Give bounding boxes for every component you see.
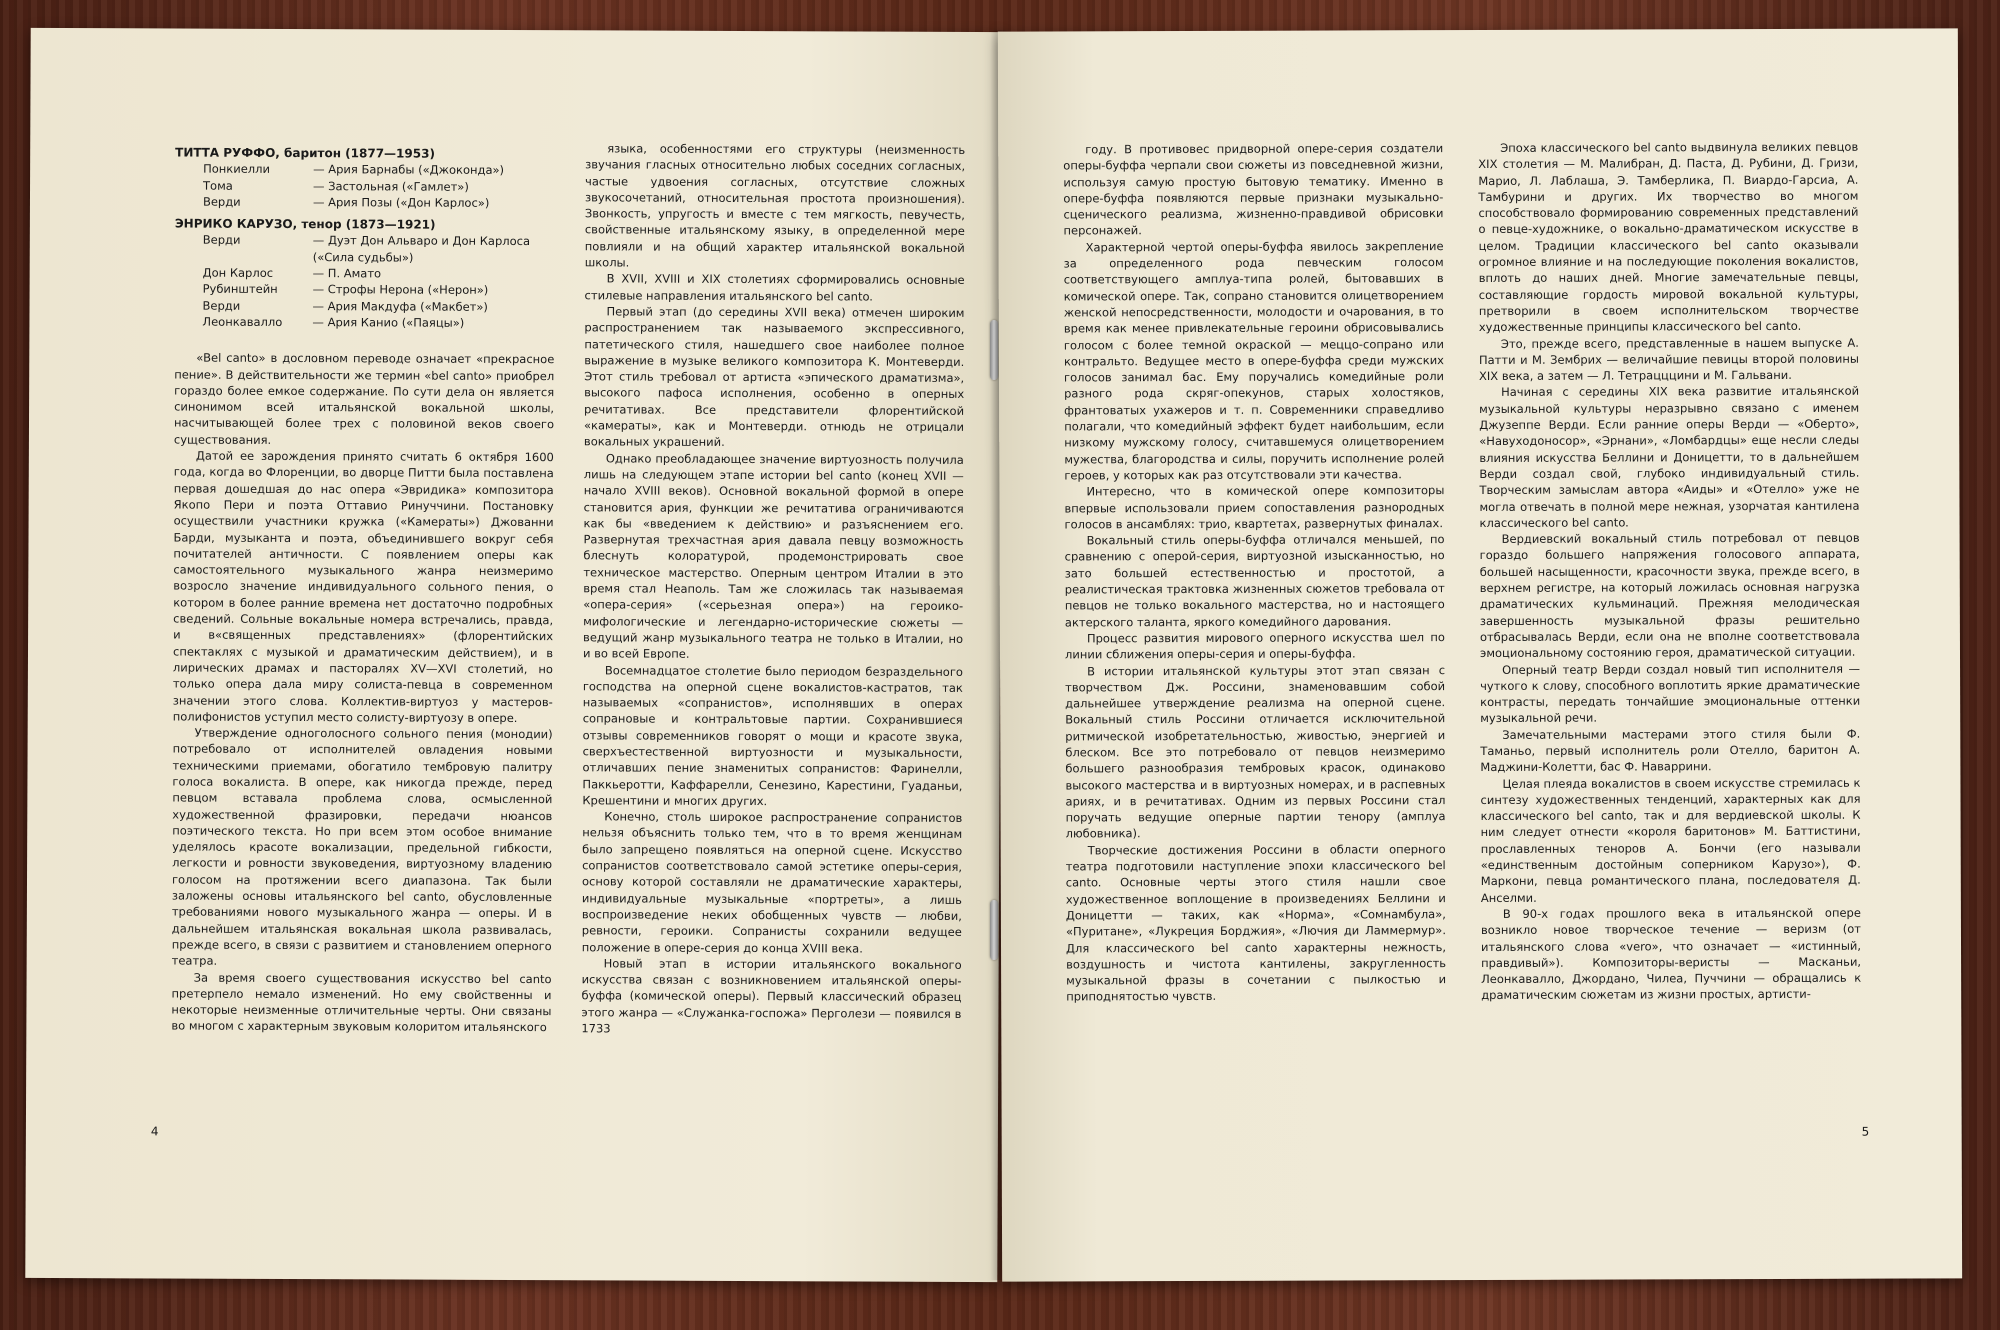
right-column-2 [1478,139,1861,1004]
repertoire-composer: Верди [202,194,241,209]
repertoire-row [175,177,555,195]
right-column-1 [1063,140,1446,1005]
paragraph: Однако преобладающее значение виртуозность получила лишь на следующем этапе истории bel canto (конец XVII — начало XVIII веков). Основной вокальной формой в опере становится ария, функции же речитатива ограничиваются как бы «введением к действию» и разъяснением его. Развернутая трехчастная ария давала певцу возможность блеснуть колоратурой, продемонстрировать свое техническое мастерство. Оперным центром Италии в это время стал Неаполь. Там же сложилась так называемая «опера-серия» («серьезная опера») на героико-мифологические и легендарно-исторические сюжеты — ведущий жанр музыкального театра не только в Италии, но и во всей Европе. [582,451,964,661]
paragraph: Целая плеяда вокалистов в своем искусстве стремилась к синтезу художественных тенденций, характерных как для классического bel canto, так и для вердиевской школы. К ним следует отнести «короля баритонов» М. Баттистини, прославленных теноров А. Бончи (его называли «единственным достойным соперником Карузо»), Ф. Маркони, певца романтического плана, последователя Д. Анселми. [1480,775,1861,905]
paragraph: Характерной чертой оперы-буффа явилось закрепление за определенного рода певческим голосом соответствующего амплуа-типа ролей, бытовавших в комической опере. Так, сопрано становится олицетворением женской непосредственности, молодости и очарования, в то время как менее привлекательные героини обрисовывались голосом с более темной окраской — меццо-сопрано или контральто. Ведущее место в опере-буффа среди мужских голосов занимал бас. Ему поручались комедийные роли разного рода скряг-опекунов, старых холостяков, франтоватых ухажеров и т. п. Современники справедливо полагали, что комедийный эффект будет наибольшим, если низкому мужскому голосу, считавшемуся олицетворением мужества, благородства и силы, поручить исполнение ролей героев, у которых как раз отсутствовали эти качества. [1063,238,1445,483]
paragraph: Вердиевский вокальный стиль потребовал от певцов гораздо большего напряжения голосового аппарата, большей насыщенности, красочности звука, прежде всего, в верхнем регистре, на который ложилась основная нагрузка драматических кульминаций. Прежняя мелодическая завершенность музыкальной фразы решительно отбрасывалась Верди, если она не вполне соответствовала эмоциональному состоянию героя, драматической ситуации. [1479,530,1860,661]
repertoire-row [175,232,555,266]
paragraph: Это, прежде всего, представленные в нашем выпуске А. Патти и М. Зембрих — величайшие певицы второй половины XIX века, а затем — Л. Тетрацццини и М. Гальвани. [1478,335,1859,384]
repertoire-header [174,145,555,332]
paragraph: языка, особенностями его структуры (неизменность звучания гласных относительно любых соседних согласных, частые удвоения согласных, отсутствие сложных звукосочетаний, относительная простота произношения). Звонкость, упругость и вместе с тем мягкость, певучесть, свойственные итальянскому языку, в определенной мере повлияли и на общий характер итальянской вокальной школы. [584,141,966,270]
singer-title: ТИТТА РУФФО, баритон (1877—1953) [175,145,435,161]
left-page [25,28,1002,1282]
paragraph: В истории итальянской культуры этот этап связан с творчеством Дж. Россини, знаменовавшим собой дальнейшее утверждение реализма на оперной сцене. Вокальный стиль Россини отличается исключительной ритмической изобретательностью, живостью, энергией и блеском. Все это потребовало от певцов неизмеримо большего разнообразия тембровых красок, одинаково высокого мастерства и в виртуозных номерах, и в распевных ариях, и в речитативах. Одним из первых Россини стал поручать ведущие оперные партии тенору (амплуа любовника). [1065,662,1446,841]
paragraph: Утверждение одноголосного сольного пения (монодии) потребовало от исполнителей овладения новыми техническими приемами, обогатило тембровую палитру голоса вокалиста. В опере, как никогда прежде, перед певцом вставала проблема слова, осмысленной художественной фразировки, передачи нюансов поэтического текста. Но при всем этом особое внимание уделялось красоте вокализации, предельной гибкости, легкости и ровности звуковедения, виртуозному владению голосом на протяжении всего диапазона. Так были заложены основы итальянского bel canto, обусловленные требованиями нового музыкального жанра — оперы. И в дальнейшем итальянская вокальная школа развивалась, прежде всего, в связи с развитием и становлением оперного театра. [171,725,553,968]
repertoire-aria: — Дуэт Дон Альваро и Дон Карлоса («Сила судьбы») [312,233,531,265]
left-column-1 [171,139,555,1036]
staple-bottom [990,900,998,960]
singer-title: ЭНРИКО КАРУЗО, тенор (1873—1921) [174,216,436,232]
repertoire-aria: — Ария Позы («Дон Карлос») [312,195,490,210]
repertoire-aria: — Строфы Нерона («Нерон») [312,282,489,298]
repertoire-composer: Верди [202,233,241,248]
paragraph: Первый этап (до середины XVII века) отмечен широким распространением так называемого экспрессивного, патетического стиля, нашедшего свое наиболее полное выражение в музыке великого композитора К. Монтеверди. Этот стиль требовал от артиста «эпического драматизма», высокого пафоса исполнения, особенно в оперных речитативах. Все представители флорентийской «камераты», как и Монтеверди. отнюдь не отрицали вокальных украшений. [583,304,965,450]
paragraph: Процесс развития мирового оперного искусства шел по линии сближения оперы-серия и оперы-буффа. [1064,630,1445,662]
paragraph: В XVII, XVIII и XIX столетиях сформировались основные стилевые направления итальянского bel canto. [584,271,965,304]
repertoire-aria: — Ария Канио («Паяцы») [312,315,465,330]
repertoire-aria: — Ария Барнабы («Джоконда») [313,162,505,178]
staple-top [990,320,998,380]
paragraph: Начиная с середины XIX века развитие итальянской музыкальной культуры неразрывно связано с именем Джузеппе Верди. Если ранние оперы Верди — «Оберто», «Навуходоносор», «Эрнани», «Ломбардцы» еще несли следы влияния искусства Беллини и Доницетти, то в дальнейшем Верди создал свой, глубоко индивидуальный стиль. Творческим замыслам автора «Аиды» и «Отелло» уже не могла отвечать в полной мере нежная, узорчатая кантилена классического bel canto. [1479,384,1860,530]
repertoire-row [174,297,554,315]
repertoire-composer: Леонкавалло [202,314,283,329]
repertoire-row [174,313,554,331]
paragraph: Новый этап в истории итальянского вокального искусства связан с возникновением итальянской оперы-буффа (комической оперы). Первый классический образец этого жанра — «Служанка-госпожа» Перголези — появился в 1733 [581,956,962,1036]
repertoire-row [175,265,555,283]
paragraph: За время своего существования искусство bel canto претерпело немало изменений. Но ему свойственны и некоторые неизменные отличительные черты. Они связаны во многом с характерным звуковым колоритом итальянского [171,970,552,1035]
paragraph: В 90-х годах прошлого века в итальянской опере возникло новое творческое течение — веризм (от итальянского слова «vero», что означает — «истинный, правдивый»). Композиторы-веристы — Масканьи, Леонкавалло, Джордано, Чилеа, Пуччини — обращались к драматическим сюжетам из жизни простых, артисти- [1480,905,1862,1003]
repertoire-row [175,193,555,211]
paragraph: Вокальный стиль оперы-буффа отличался меньшей, по сравнению с оперой-серия, виртуозной изысканностью, но зато большей естественностью и простотой, а реалистическая трактовка жизненных сюжетов требовала от певцов не только вокального мастерства, но и настоящего актерского таланта, яркого комедийного дарования. [1064,532,1445,630]
paragraph: Оперный театр Верди создал новый тип исполнителя — чуткого к слову, способного воплотить яркие драматические контрасты, передать тончайшие эмоциональные оттенки музыкальной речи. [1480,661,1861,726]
page-number-right: 5 [1861,1124,1870,1139]
repertoire-composer: Тома [203,178,233,193]
paragraph: Эпоха классического bel canto выдвинула великих певцов XIX столетия — М. Малибран, Д. Паста, Д. Рубини, Д. Гризи, Марио, Л. Лаблаша, Э. Тамберлика, П. Виардо-Гарсиа, А. Тамбурини и других. Их творчество во многом способствовало формированию современных представлений о певце-художнике, о вокально-драматическом искусстве в целом. Традиции классического bel canto оказывали огромное влияние и на последующие поколения вокалистов, вплоть до наших дней. Многие замечательные певцы, составляющие гордость мировой вокальной культуры, претворили в своем исполнительском творчестве художественные принципы классического bel canto. [1478,139,1859,335]
paragraph: Конечно, столь широкое распространение сопранистов нельзя объяснить только тем, что в то время женщинам было запрещено появляться на оперной сцене. Искусство сопранистов соответствовало самой эстетике оперы-серия, основу которой составляли не драматические характеры, индивидуальные музыкальные «портреты», а лишь воспроизведение неких обобщенных чувств — любви, ревности, героики. Сопранисты сохранили ведущее положение в опере-серия до конца XVIII века. [581,809,963,956]
paragraph: Восемнадцатое столетие было периодом безраздельного господства на оперной сцене вокалистов-кастратов, так называемых «сопранистов», исполнявших в операх сопрановые и контральтовые партии. Сохранившиеся отзывы современников говорят о мощи и красоте звука, сверхъестественной виртуозности и музыкальности, отличавших пение знаменитых сопранистов: Фаринелли, Паккьеротти, Каффарелли, Сенезино, Карестини, Гуаданьи, Крешентини и многих других. [582,662,963,808]
repertoire-composer: Понкиелли [203,161,271,177]
right-page [998,28,1962,1281]
paragraph: Замечательными мастерами этого стиля были Ф. Таманьо, первый исполнитель роли Отелло, баритон А. Маджини-Колетти, бас Ф. Наваррини. [1480,726,1861,775]
repertoire-composer: Верди [202,298,241,313]
left-column-2 [581,140,965,1038]
repertoire-composer: Дон Карлос [202,265,274,281]
paragraph: «Bel canto» в дословном переводе означает «прекрасное пение». В действительности же термин «bel canto» приобрел гораздо более емкое содержание. По сути дела он является синонимом всей итальянской вокальной школы, насчитывающей более трех с половиной веков своего существования. [173,350,555,447]
paragraph: году. В противовес придворной опере-серия создатели оперы-буффа черпали свои сюжеты из повседневной жизни, используя самую простую бытовую тематику. Именно в опере-буффа появляются первые признаки музыкально-сценического реализма, жизненно-правдивой обрисовки персонажей. [1063,141,1444,238]
page-number-left: 4 [150,1124,159,1139]
repertoire-aria: — Ария Макдуфа («Макбет») [312,298,488,314]
repertoire-aria: — П. Амато [312,266,382,281]
repertoire-composer: Рубинштейн [202,282,278,297]
repertoire-row [175,161,555,179]
repertoire-row [175,281,555,299]
paragraph: Творческие достижения Россини в области оперного театра подготовили наступление эпохи классического bel canto. Основные черты этого стиля нашли свое художественное воплощение в произведениях Беллини и Доницетти — таких, как «Норма», «Сомнамбула», «Пуритане», «Лукреция Борджия», «Лючия ди Ламмермур». Для классического bel canto характерны нежность, воздушность и чистота кантилены, закругленность музыкальной фразы в сочетании с пылкостью и приподнятостью чувств. [1065,841,1447,1004]
paragraph: Интересно, что в комической опере композиторы впервые использовали прием сопоставления разнородных голосов в ансамблях: трио, квартетах, развернутых финалах. [1064,483,1445,532]
repertoire-aria: — Застольная («Гамлет») [313,178,469,194]
paragraph: Датой ее зарождения принято считать 6 октября 1600 года, когда во Флоренции, во дворце Питти была поставлена первая дошедшая до нас опера «Эвридика» композитора Якопо Пери и поэта Оттавио Ринуччини. Постановку осуществили участники кружка («Камераты») Джованни Барди, музыканта и поэта, объединившего вокруг себя почитателей античности. С появлением оперы как самостоятельного музыкального жанра неизмеримо возросло значение индивидуального сольного пения, о котором в более ранние времена нет достаточно подробных сведений. Сольные вокальные номера встречались, правда, и в«священных представлениях» (флорентийских спектаклях с музыкой и драматическим действием), и в лирических драмах и пасторалях ХV—ХVI столетий, но только опера дала миру солиста-певца в современном значении этого слова. Коллектив-виртуоз у мастеров-полифонистов уступил место солисту-виртуозу в опере. [172,448,554,725]
